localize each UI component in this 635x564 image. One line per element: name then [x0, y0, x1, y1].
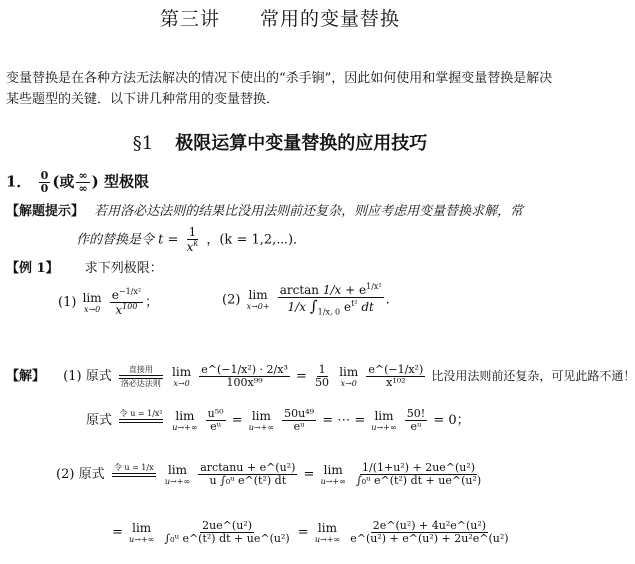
- limit-operator: lim u→+∞: [320, 462, 346, 486]
- solution-2-line: (2) 原式 令 u = 1/x lim u→+∞ $\frac{\text{arctanu + e\textasciicircum{}(u²)}}{\text{u ∫₀ᵘ e\textasciicircum{}(t²) dt}}$ = lim u→+∞ $\frac{\text{1/(1+u²) + 2ue\textasciicircum{}(u²)}}{\text{∫₀ᵘ e\textasciicircum{}(t²) dt + ue\textasciicircum{}(u²)}}$: [56, 461, 482, 488]
- solution-1b-fraction-c: [405, 408, 427, 433]
- limit-operator: lim x→0: [339, 364, 359, 388]
- example-prompt: 求下列极限：: [84, 261, 163, 276]
- page-title: 第三讲 常用的变量替换: [159, 8, 400, 30]
- frac-bottom: x¹⁰²: [386, 376, 406, 390]
- solution-1-number: (1): [63, 369, 82, 385]
- solution-3-fraction-b: [348, 520, 510, 545]
- frac-bottom: ∞: [78, 182, 88, 196]
- tip-line1: 若用洛必达法则的结果比没用法则前还复杂，则应考虑用变量替换求解，常: [94, 204, 524, 219]
- limit-operator: lim u→+∞: [164, 462, 191, 486]
- solution-1b-line: 原式 令 u = 1/x² lim u→+∞ $\frac{\text{u⁵⁰}}{\text{eᵘ}}$ = lim u→+∞ $\frac{\text{50u⁴⁹}}{\text{eᵘ}}$ = ⋯ = lim u→+∞ $\frac{50!}{\text{eᵘ}}$ = 0；: [86, 407, 470, 434]
- tip-block: [6, 200, 523, 219]
- tip-label: 【解题提示】: [6, 204, 85, 219]
- solution-3-fraction-a: [162, 520, 291, 545]
- solution-2-fraction-b: [354, 462, 483, 487]
- solution-1b-fraction-a: [206, 408, 226, 433]
- frac-bottom: eᵘ: [210, 420, 222, 434]
- frac-top: ∞: [78, 169, 88, 182]
- solution-1-arrow: 直接用 洛必达法则: [120, 364, 161, 388]
- tip-eq: =: [167, 232, 179, 248]
- limit-operator: lim x→0+: [246, 288, 270, 312]
- solution-label: 【解】: [6, 369, 46, 385]
- solution-2-arrow: 令 u = 1/x: [112, 463, 156, 487]
- solution-1-fraction-a: [199, 364, 290, 389]
- solution-2-word: 原式: [78, 467, 105, 483]
- solution-1-fraction-c: [366, 364, 425, 389]
- limit-operator: lim u→+∞: [248, 408, 274, 432]
- section-number: §1: [132, 133, 154, 154]
- problem-1-fraction: [110, 288, 143, 317]
- tip-line2: [76, 226, 306, 254]
- frac-top: e^(−1/x²) · 2/x³: [201, 363, 288, 376]
- example-label: 【例 1】: [6, 261, 59, 276]
- problem-1: [58, 288, 158, 317]
- frac-bottom: $x^k$: [186, 239, 199, 255]
- frac-top: 50u⁴⁹: [284, 407, 315, 420]
- frac-top: u⁵⁰: [207, 407, 224, 420]
- limit-operator: lim u→+∞: [371, 408, 397, 432]
- problem-2: [222, 283, 390, 317]
- subsection-heading: [6, 170, 149, 195]
- solution-1b-arrow: 令 u = 1/x²: [119, 409, 163, 433]
- frac-top: e^(−1/x²): [368, 363, 424, 376]
- tip-fraction: [185, 226, 201, 254]
- intro-paragraph: 变量替换是在各种方法无法解决的情况下使出的“杀手锏”，因此如何使用和掌握变量替换是解决某些题型的关键．以下讲几种常用的变量替换．: [6, 71, 553, 107]
- limit-operator: lim u→+∞: [129, 520, 155, 544]
- frac-bottom: 100x⁹⁹: [226, 376, 263, 390]
- solution-1-comment: 比没用法则前还复杂，可见此路不通！: [431, 369, 635, 384]
- example-header: [6, 257, 163, 276]
- frac-top: 0: [40, 169, 49, 182]
- ellipsis: = ⋯ =: [322, 413, 366, 429]
- frac-top: arctanu + e^(u²): [200, 461, 296, 474]
- solution-1-word: 原式: [85, 369, 112, 385]
- frac-bottom: eᵘ: [293, 420, 305, 434]
- problem-1-number: (1): [58, 295, 77, 311]
- equals: =: [296, 369, 307, 385]
- frac-bottom: 1/x $\int_{1/x, 0}$ $e^{t^2}$ dt: [287, 297, 374, 317]
- tip-var: t: [158, 232, 164, 248]
- limit-operator: lim x→0: [172, 364, 192, 388]
- solution-2-number: (2): [56, 467, 75, 483]
- section-title: 极限运算中变量替换的应用技巧: [175, 133, 428, 154]
- limit-operator: lim x→0: [82, 290, 102, 314]
- solution-1-fraction-b: [313, 364, 331, 389]
- frac-bottom: ∫₀ᵘ e^(t²) dt + ue^(u²): [164, 532, 290, 546]
- limit-operator: lim u→+∞: [314, 520, 341, 544]
- frac-top: 2e^(u²) + 4u²e^(u²): [372, 519, 487, 532]
- frac-bottom: ∫₀ᵘ e^(t²) dt + ue^(u²): [355, 474, 482, 488]
- solution-3-line: = lim u→+∞ $\frac{\text{2ue\textasciicircum{}(u²)}}{\text{∫₀ᵘ e\textasciicircum{}(t²) dt + ue\textasciicircum{}(u²)}}$ = lim u→+∞ $\frac{\text{2e\textasciicircum{}(u²) + 4u²e\textasciicircum{}(u²)}}{\text{e\textasciicircum{}(u²) + e\textasciicircum{}(u²) + 2u²e\textasciicircum{}(u²)}}$: [112, 519, 509, 546]
- problem-2-number: (2): [222, 292, 241, 308]
- frac-top: 50!: [406, 407, 426, 420]
- section-heading: [0, 129, 560, 155]
- frac-top: $e^{-1/x^2}$: [111, 287, 142, 302]
- frac-top: 2ue^(u²): [202, 519, 252, 532]
- solution-2-fraction-a: [198, 462, 297, 487]
- subsection-close: ): [91, 172, 99, 191]
- fraction-inf-over-inf: [76, 170, 89, 195]
- problem-2-fraction: [278, 283, 384, 317]
- problem-1-end: ；: [145, 295, 159, 311]
- solution-1b-word: 原式: [86, 413, 113, 429]
- frac-bottom: u ∫₀ᵘ e^(t²) dt: [209, 474, 287, 488]
- tip-line2-end: ，(k = 1,2,⋯)．: [206, 232, 307, 248]
- subsection-or: (或: [52, 172, 75, 191]
- frac-bottom: $x^{100}$: [115, 302, 138, 318]
- tip-line2-text: 作的替换是令: [76, 232, 155, 248]
- frac-top: 1: [318, 363, 326, 376]
- frac-top: $\arctan 1/x + e^{1/x^2}$: [279, 282, 382, 297]
- subsection-title: 型极限: [103, 172, 149, 191]
- limit-operator: lim u→+∞: [172, 408, 198, 432]
- solution-1b-fraction-b: [282, 408, 316, 433]
- frac-bottom: 0: [40, 182, 49, 196]
- solution-1b-end: = 0；: [433, 413, 470, 429]
- frac-bottom: eᵘ: [410, 420, 422, 434]
- problem-2-end: .: [385, 292, 390, 308]
- subsection-number: 1．: [6, 172, 32, 191]
- frac-bottom: e^(u²) + e^(u²) + 2u²e^(u²): [350, 532, 509, 546]
- frac-bottom: 50: [315, 376, 330, 390]
- frac-top: 1: [188, 225, 197, 239]
- solution-1-line: [6, 364, 635, 389]
- fraction-zero-over-zero: [39, 170, 51, 195]
- frac-top: 1/(1+u²) + 2ue^(u²): [362, 461, 476, 474]
